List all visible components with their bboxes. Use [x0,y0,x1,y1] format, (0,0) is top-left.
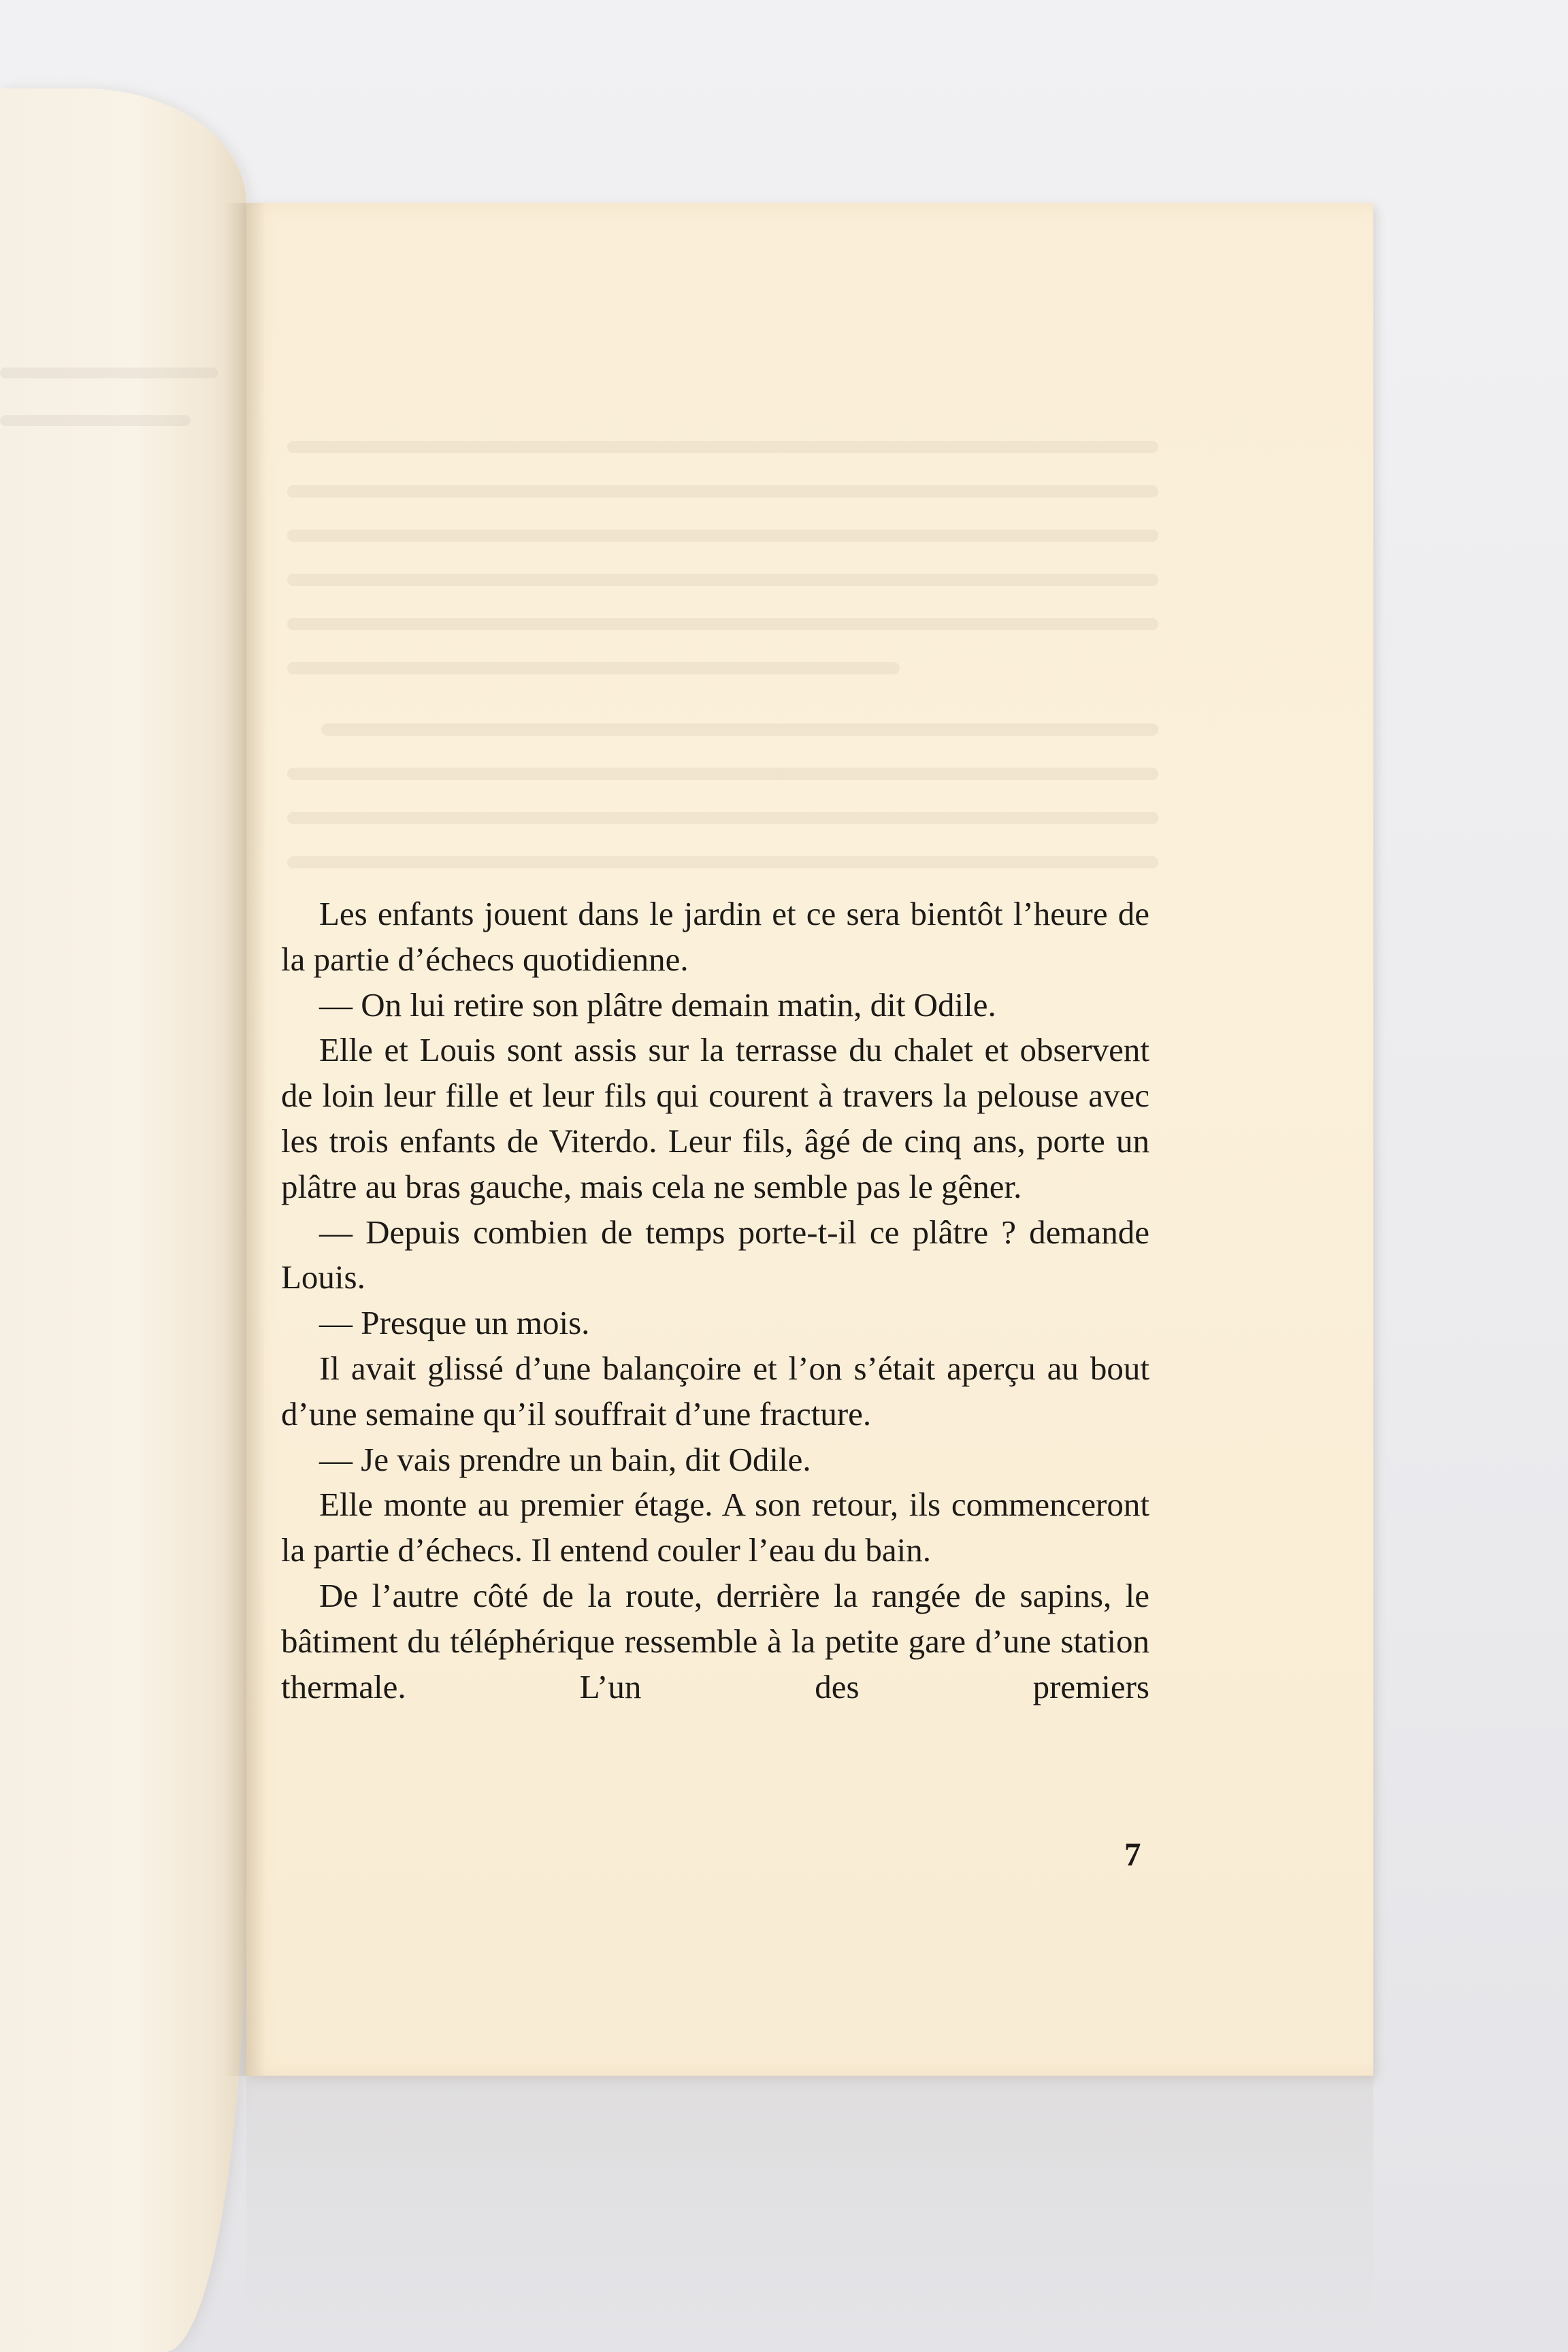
surface-reflection [246,2076,1373,2352]
show-through-line [287,529,1158,542]
dialogue-line: — On lui retire son plâtre demain matin, dit Odile. [319,985,996,1024]
show-through-line [287,768,1158,780]
show-through-line [0,368,218,378]
dialogue-line: — Depuis combien de temps porte-t-il ce plâtre ? demande Louis. [281,1213,1149,1296]
paragraph: Il avait glissé d’une balançoire et l’on s’était aperçu au bout d’une semaine qu’il souffrait d’une fracture. [281,1349,1149,1433]
show-through-line [321,723,1158,736]
paragraph: Les enfants jouent dans le jardin et ce sera bientôt l’heure de la partie d’échecs quotidienne. [281,895,1149,978]
dialogue-line: — Presque un mois. [319,1304,590,1342]
show-through-line [287,856,1158,868]
page-body-text [281,892,1149,1710]
page-number: 7 [1124,1835,1141,1873]
facing-page [0,88,246,2352]
show-through-line [287,618,1158,630]
show-through-line [287,812,1158,824]
show-through-line [287,662,900,674]
show-through-line [0,415,191,426]
gutter-shadow [225,203,265,2076]
paragraph: Elle et Louis sont assis sur la terrasse du chalet et observent de loin leur fille et leur fils qui courent à travers la pelouse avec les trois enfants de Viterdo. Leur fils, âgé de cinq ans, porte un plâtre au bras gauche, mais cela ne semble pas le gêner. [281,1031,1149,1205]
show-through-line [287,574,1158,586]
show-through-line [287,441,1158,453]
show-through-line [287,485,1158,497]
dialogue-line: — Je vais prendre un bain, dit Odile. [319,1440,811,1478]
paragraph: De l’autre côté de la route, derrière la rangée de sapins, le bâtiment du téléphérique ressemble à la petite gare d’une station thermale. L’un des premiers [281,1576,1149,1705]
paragraph: Elle monte au premier étage. A son retour, ils commenceront la partie d’échecs. Il entend couler l’eau du bain. [281,1486,1149,1569]
